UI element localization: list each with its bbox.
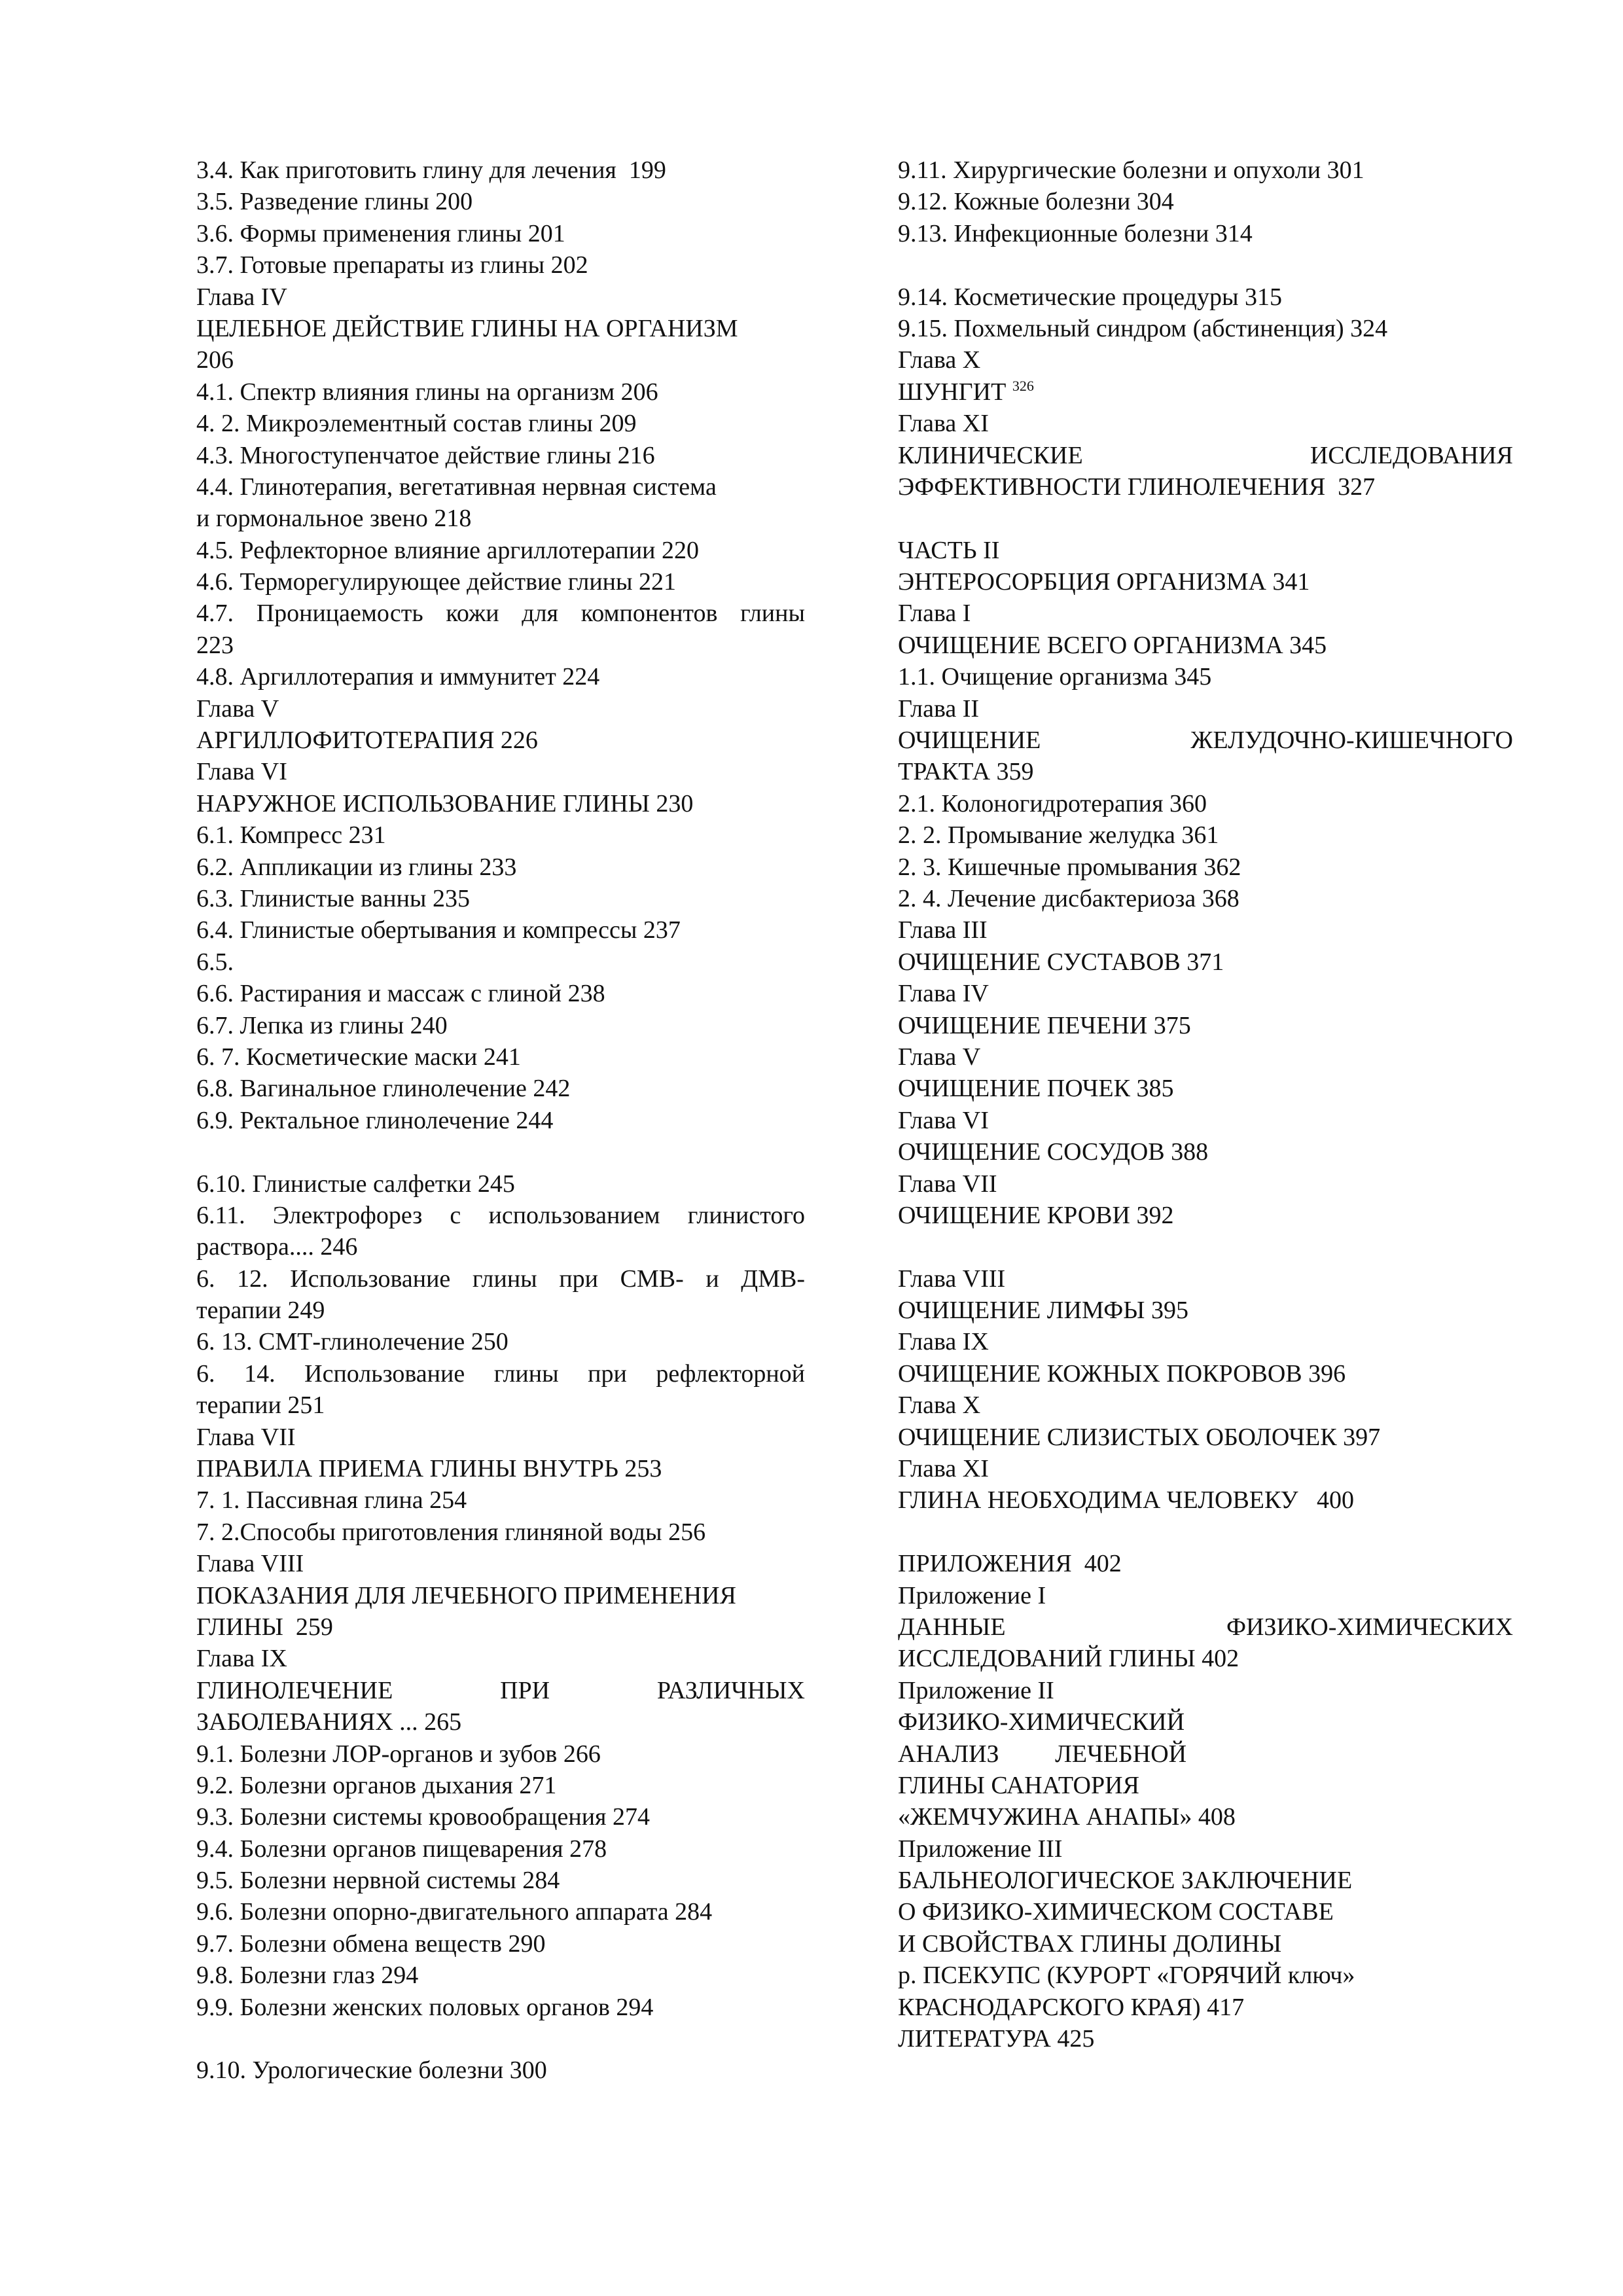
toc-entry-text: НАРУЖНОЕ ИСПОЛЬЗОВАНИЕ ГЛИНЫ 230 bbox=[196, 789, 694, 817]
toc-entry bbox=[898, 788, 1513, 819]
toc-entry-text: Глава V bbox=[898, 1043, 981, 1071]
toc-entry-text: ГЛИНЫ 259 bbox=[196, 1613, 333, 1641]
toc-entry bbox=[898, 1326, 1513, 1357]
toc-entry-text: ОЧИЩЕНИЕ СЛИЗИСТЫХ ОБОЛОЧЕК 397 bbox=[898, 1423, 1381, 1451]
toc-entry-text: Приложение I bbox=[898, 1581, 1046, 1609]
toc-entry bbox=[196, 218, 805, 249]
blank-line bbox=[898, 1516, 1513, 1548]
toc-entry bbox=[196, 1896, 805, 1928]
toc-entry bbox=[196, 1770, 805, 1801]
toc-entry-text: 9.5. Болезни нервной системы 284 bbox=[196, 1867, 560, 1895]
toc-entry-text: ПРАВИЛА ПРИЕМА ГЛИНЫ ВНУТРЬ 253 bbox=[196, 1455, 662, 1483]
toc-entry bbox=[898, 1706, 1513, 1738]
toc-entry bbox=[196, 376, 805, 408]
toc-entry-text: Глава X bbox=[898, 1391, 981, 1420]
toc-entry-text: ОЧИЩЕНИЕ ЛИМФЫ 395 bbox=[898, 1297, 1188, 1325]
toc-entry bbox=[196, 440, 805, 471]
toc-entry-text: Глава VI bbox=[196, 758, 287, 786]
toc-entry-text: 6.1. Компресс 231 bbox=[196, 821, 386, 850]
toc-entry bbox=[898, 2023, 1513, 2054]
toc-entry bbox=[196, 313, 805, 344]
toc-entry bbox=[898, 535, 1513, 566]
toc-entry-text: ФИЗИКО-ХИМИЧЕСКИЙ bbox=[898, 1708, 1185, 1736]
toc-entry bbox=[898, 1136, 1513, 1168]
toc-entry-text: Глава VII bbox=[196, 1423, 296, 1451]
blank-line bbox=[196, 1136, 805, 1168]
toc-entry-text: Глава I bbox=[898, 600, 971, 628]
toc-entry-text: Глава XI bbox=[898, 1455, 989, 1483]
toc-entry-text: ОЧИЩЕНИЕ ЖЕЛУДОЧНО-КИШЕЧНОГО bbox=[898, 726, 1513, 755]
toc-entry-text: 6.10. Глинистые салфетки 245 bbox=[196, 1170, 515, 1198]
toc-entry-text: 4.6. Терморегулирующее действие глины 221 bbox=[196, 568, 677, 596]
toc-entry-text: терапии 249 bbox=[196, 1297, 325, 1325]
toc-entry-text: 7. 1. Пассивная глина 254 bbox=[196, 1486, 467, 1515]
toc-entry bbox=[898, 1105, 1513, 1136]
toc-entry-text: 4.3. Многоступенчатое действие глины 216 bbox=[196, 441, 655, 469]
toc-entry bbox=[196, 598, 805, 629]
toc-entry bbox=[898, 1833, 1513, 1865]
toc-entry bbox=[898, 693, 1513, 725]
toc-entry bbox=[898, 883, 1513, 914]
toc-entry-text: 9.14. Косметические процедуры 315 bbox=[898, 283, 1282, 311]
toc-entry-text: ГЛИНОЛЕЧЕНИЕ ПРИ РАЗЛИЧНЫХ bbox=[196, 1676, 805, 1704]
toc-entry-text: 4.4. Глинотерапия, вегетативная нервная система bbox=[196, 473, 717, 501]
toc-entry bbox=[196, 1041, 805, 1073]
toc-entry-text: ТРАКТА 359 bbox=[898, 758, 1034, 786]
toc-entry-text: ОЧИЩЕНИЕ ПОЧЕК 385 bbox=[898, 1075, 1174, 1103]
toc-entry-text: 4. 2. Микроэлементный состав глины 209 bbox=[196, 410, 637, 438]
toc-entry-text: Глава V bbox=[196, 694, 279, 723]
toc-entry bbox=[898, 1422, 1513, 1453]
toc-entry-text: Глава IX bbox=[196, 1645, 287, 1673]
toc-entry-text: «ЖЕМЧУЖИНА АНАПЫ» 408 bbox=[898, 1803, 1236, 1831]
toc-entry-text: 6.9. Ректальное глинолечение 244 bbox=[196, 1106, 554, 1134]
toc-entry-text: ОЧИЩЕНИЕ КОЖНЫХ ПОКРОВОВ 396 bbox=[898, 1359, 1346, 1388]
toc-entry bbox=[196, 788, 805, 819]
toc-entry bbox=[898, 1263, 1513, 1295]
toc-entry bbox=[196, 978, 805, 1009]
toc-entry-text: 6. 14. Использование глины при рефлекторной bbox=[196, 1359, 805, 1388]
toc-entry-text: ОЧИЩЕНИЕ СОСУДОВ 388 bbox=[898, 1138, 1209, 1166]
toc-entry bbox=[898, 1643, 1513, 1674]
toc-entry-text: 6.7. Лепка из глины 240 bbox=[196, 1011, 448, 1039]
toc-entry-text: 6.11. Электрофорез с использованием глинистого bbox=[196, 1201, 805, 1229]
toc-entry bbox=[898, 1295, 1513, 1326]
toc-entry-text: Глава III bbox=[898, 916, 988, 944]
toc-entry bbox=[196, 1992, 805, 2023]
toc-entry bbox=[898, 978, 1513, 1009]
toc-entry bbox=[898, 1611, 1513, 1643]
toc-entry-text: 3.7. Готовые препараты из глины 202 bbox=[196, 251, 588, 279]
toc-entry bbox=[196, 1928, 805, 1960]
toc-entry-text: ПРИЛОЖЕНИЯ 402 bbox=[898, 1550, 1122, 1578]
toc-entry-text: 6.5. bbox=[196, 948, 234, 976]
toc-entry bbox=[196, 1643, 805, 1674]
toc-entry-text: 7. 2.Способы приготовления глиняной воды 256 bbox=[196, 1518, 706, 1546]
toc-entry bbox=[898, 819, 1513, 851]
toc-entry bbox=[898, 1168, 1513, 1200]
toc-entry-text: ГЛИНЫ САНАТОРИЯ bbox=[898, 1771, 1139, 1799]
toc-entry-text: 6.2. Аппликации из глины 233 bbox=[196, 853, 517, 881]
toc-entry-text: 3.4. Как приготовить глину для лечения 199 bbox=[196, 156, 666, 184]
toc-entry-text: КЛИНИЧЕСКИЕ ИССЛЕДОВАНИЯ bbox=[898, 441, 1513, 469]
toc-entry bbox=[196, 1200, 805, 1231]
toc-entry bbox=[196, 630, 805, 661]
toc-entry-text: Глава IV bbox=[898, 980, 989, 1008]
toc-entry bbox=[196, 344, 805, 376]
toc-entry bbox=[196, 1484, 805, 1516]
toc-entry-text: Глава VII bbox=[898, 1170, 997, 1198]
toc-entry-text: терапии 251 bbox=[196, 1391, 325, 1420]
toc-entry-text: 6.3. Глинистые ванны 235 bbox=[196, 884, 470, 912]
toc-entry-text: ЛИТЕРАТУРА 425 bbox=[898, 2025, 1095, 2053]
toc-entry bbox=[196, 1833, 805, 1865]
toc-entry bbox=[898, 914, 1513, 946]
toc-entry-text: ПОКАЗАНИЯ ДЛЯ ЛЕЧЕБНОГО ПРИМЕНЕНИЯ bbox=[196, 1581, 736, 1609]
toc-entry-text: 9.6. Болезни опорно-двигательного аппарата 284 bbox=[196, 1898, 713, 1926]
toc-entry-text: 9.9. Болезни женских половых органов 294 bbox=[196, 1993, 654, 2021]
toc-entry bbox=[898, 281, 1513, 313]
toc-entry-text: Глава VIII bbox=[196, 1550, 304, 1578]
toc-entry-text: ОЧИЩЕНИЕ ВСЕГО ОРГАНИЗМА 345 bbox=[898, 631, 1327, 659]
toc-entry bbox=[196, 725, 805, 756]
toc-entry-text: 4.1. Спектр влияния глины на организм 206 bbox=[196, 378, 658, 406]
toc-entry-text: 6. 7. Косметические маски 241 bbox=[196, 1043, 521, 1071]
toc-entry-text: Глава IV bbox=[196, 283, 287, 311]
toc-entry bbox=[898, 186, 1513, 217]
toc-entry-text: 6. 12. Использование глины при СМВ- и ДМВ- bbox=[196, 1265, 805, 1293]
toc-entry bbox=[196, 756, 805, 787]
toc-entry-text: ЭНТЕРОСОРБЦИЯ ОРГАНИЗМА 341 bbox=[898, 568, 1310, 596]
blank-line bbox=[898, 1231, 1513, 1263]
toc-entry-text: Глава XI bbox=[898, 410, 989, 438]
toc-entry bbox=[898, 1801, 1513, 1833]
toc-entry bbox=[898, 376, 1513, 408]
toc-entry-text: 4.7. Проницаемость кожи для компонентов глины bbox=[196, 600, 805, 628]
toc-entry-text: 2. 3. Кишечные промывания 362 bbox=[898, 853, 1241, 881]
toc-entry-text: 1.1. Очищение организма 345 bbox=[898, 663, 1212, 691]
toc-entry bbox=[196, 566, 805, 598]
toc-entry-text: Глава IX bbox=[898, 1328, 989, 1356]
toc-entry-text: ОЧИЩЕНИЕ ПЕЧЕНИ 375 bbox=[898, 1011, 1191, 1039]
toc-entry-text: Приложение III bbox=[898, 1835, 1063, 1863]
toc-entry-text: КРАСНОДАРСКОГО КРАЯ) 417 bbox=[898, 1993, 1245, 2021]
toc-entry bbox=[196, 1548, 805, 1579]
toc-entry bbox=[196, 1706, 805, 1738]
blank-line bbox=[898, 249, 1513, 281]
toc-entry-text: 9.4. Болезни органов пищеварения 278 bbox=[196, 1835, 607, 1863]
toc-entry bbox=[196, 1231, 805, 1263]
toc-entry bbox=[898, 1010, 1513, 1041]
toc-entry bbox=[898, 1358, 1513, 1390]
toc-entry bbox=[196, 1738, 805, 1770]
toc-entry bbox=[196, 1801, 805, 1833]
toc-entry bbox=[898, 440, 1513, 471]
toc-entry bbox=[898, 154, 1513, 186]
blank-line bbox=[898, 503, 1513, 534]
toc-entry bbox=[898, 344, 1513, 376]
toc-entry bbox=[898, 218, 1513, 249]
toc-entry-text: ОЧИЩЕНИЕ КРОВИ 392 bbox=[898, 1201, 1174, 1229]
toc-entry-text: р. ПСЕКУПС (КУРОРТ «ГОРЯЧИЙ ключ» bbox=[898, 1962, 1355, 1990]
toc-entry bbox=[196, 1675, 805, 1706]
toc-entry-text: 206 bbox=[196, 346, 234, 374]
toc-entry-text: 2. 4. Лечение дисбактериоза 368 bbox=[898, 884, 1240, 912]
toc-entry-text: 9.8. Болезни глаз 294 bbox=[196, 1962, 419, 1990]
toc-entry bbox=[898, 471, 1513, 503]
toc-left-column bbox=[196, 154, 805, 2087]
toc-entry-text: 6.6. Растирания и массаж с глиной 238 bbox=[196, 980, 605, 1008]
toc-entry bbox=[196, 1960, 805, 1991]
toc-entry bbox=[196, 408, 805, 439]
toc-entry bbox=[196, 249, 805, 281]
toc-entry bbox=[898, 598, 1513, 629]
toc-entry bbox=[196, 471, 805, 503]
toc-entry bbox=[898, 946, 1513, 978]
toc-entry bbox=[196, 1105, 805, 1136]
toc-entry-text: О ФИЗИКО-ХИМИЧЕСКОМ СОСТАВЕ bbox=[898, 1898, 1334, 1926]
toc-entry bbox=[196, 1422, 805, 1453]
toc-entry bbox=[898, 1073, 1513, 1104]
toc-entry-text: 9.13. Инфекционные болезни 314 bbox=[898, 219, 1253, 247]
toc-entry bbox=[196, 1010, 805, 1041]
toc-entry-text: 2. 2. Промывание желудка 361 bbox=[898, 821, 1219, 850]
toc-entry bbox=[196, 1611, 805, 1643]
toc-entry-text: Глава X bbox=[898, 346, 981, 374]
toc-entry bbox=[196, 914, 805, 946]
toc-entry-text: Глава VIII bbox=[898, 1265, 1006, 1293]
toc-entry bbox=[196, 154, 805, 186]
toc-entry-text: 4.5. Рефлекторное влияние аргиллотерапии 220 bbox=[196, 536, 700, 564]
toc-entry-text: 9.7. Болезни обмена веществ 290 bbox=[196, 1929, 546, 1958]
toc-entry bbox=[898, 1453, 1513, 1484]
toc-entry bbox=[196, 661, 805, 692]
toc-entry-text: ЧАСТЬ II bbox=[898, 536, 1000, 564]
toc-entry bbox=[898, 313, 1513, 344]
toc-entry-text: АРГИЛЛОФИТОТЕРАПИЯ 226 bbox=[196, 726, 538, 755]
toc-entry-text: ЗАБОЛЕВАНИЯХ ... 265 bbox=[196, 1708, 462, 1736]
toc-entry-text: ЦЕЛЕБНОЕ ДЕЙСТВИЕ ГЛИНЫ НА ОРГАНИЗМ bbox=[196, 314, 738, 342]
toc-entry bbox=[898, 725, 1513, 756]
toc-entry bbox=[898, 1865, 1513, 1896]
toc-entry bbox=[196, 1073, 805, 1104]
toc-entry bbox=[196, 1516, 805, 1548]
toc-entry bbox=[898, 1580, 1513, 1611]
toc-entry bbox=[196, 946, 805, 978]
toc-entry bbox=[196, 535, 805, 566]
toc-entry-text: 3.5. Разведение глины 200 bbox=[196, 188, 473, 216]
toc-entry bbox=[898, 661, 1513, 692]
toc-entry bbox=[898, 1960, 1513, 1991]
toc-entry-text: 3.6. Формы применения глины 201 bbox=[196, 219, 565, 247]
toc-entry bbox=[196, 1168, 805, 1200]
toc-entry-text: 6. 13. СМТ-глинолечение 250 bbox=[196, 1328, 508, 1356]
toc-entry bbox=[196, 503, 805, 534]
toc-entry bbox=[196, 693, 805, 725]
toc-entry bbox=[196, 1390, 805, 1421]
toc-entry bbox=[898, 1484, 1513, 1516]
toc-entry-text: ДАННЫЕ ФИЗИКО-ХИМИЧЕСКИХ bbox=[898, 1613, 1513, 1641]
toc-entry bbox=[898, 1896, 1513, 1928]
toc-entry-text: раствора.... 246 bbox=[196, 1233, 358, 1261]
toc-entry-text: 6.4. Глинистые обертывания и компрессы 237 bbox=[196, 916, 681, 944]
toc-entry bbox=[196, 883, 805, 914]
toc-entry-text: 4.8. Аргиллотерапия и иммунитет 224 bbox=[196, 663, 600, 691]
toc-entry bbox=[196, 1326, 805, 1357]
toc-entry bbox=[898, 630, 1513, 661]
toc-entry bbox=[196, 1865, 805, 1896]
toc-entry bbox=[898, 1738, 1513, 1770]
toc-entry-text: ЭФФЕКТИВНОСТИ ГЛИНОЛЕЧЕНИЯ 327 bbox=[898, 473, 1376, 501]
toc-entry bbox=[196, 819, 805, 851]
toc-entry-text: 6.8. Вагинальное глинолечение 242 bbox=[196, 1075, 571, 1103]
toc-entry-text: БАЛЬНЕОЛОГИЧЕСКОЕ ЗАКЛЮЧЕНИЕ bbox=[898, 1867, 1353, 1895]
toc-entry-text: ИССЛЕДОВАНИЙ ГЛИНЫ 402 bbox=[898, 1645, 1240, 1673]
toc-entry bbox=[196, 1453, 805, 1484]
toc-entry-text: 9.15. Похмельный синдром (абстиненция) 324 bbox=[898, 314, 1388, 342]
toc-entry-text: 223 bbox=[196, 631, 234, 659]
toc-entry-text: ШУНГИТ bbox=[898, 378, 1012, 406]
toc-entry-text: 9.11. Хирургические болезни и опухоли 301 bbox=[898, 156, 1364, 184]
toc-entry-text: Глава II bbox=[898, 694, 980, 723]
toc-entry-text: Глава VI bbox=[898, 1106, 989, 1134]
toc-entry bbox=[898, 1992, 1513, 2023]
toc-entry-text: 2.1. Колоногидротерапия 360 bbox=[898, 789, 1207, 817]
toc-entry-text: АНАЛИЗ ЛЕЧЕБНОЙ bbox=[898, 1740, 1187, 1768]
toc-entry-text: ОЧИЩЕНИЕ СУСТАВОВ 371 bbox=[898, 948, 1224, 976]
toc-entry bbox=[898, 1041, 1513, 1073]
toc-entry bbox=[196, 1580, 805, 1611]
toc-entry bbox=[196, 281, 805, 313]
toc-entry bbox=[898, 756, 1513, 787]
toc-entry bbox=[898, 1200, 1513, 1231]
toc-entry bbox=[196, 1358, 805, 1390]
toc-entry-text: 9.2. Болезни органов дыхания 271 bbox=[196, 1771, 557, 1799]
toc-entry bbox=[898, 408, 1513, 439]
toc-entry-text: и гормональное звено 218 bbox=[196, 505, 472, 533]
toc-entry bbox=[196, 2054, 805, 2086]
toc-entry bbox=[898, 852, 1513, 883]
toc-entry-text: 9.10. Урологические болезни 300 bbox=[196, 2056, 547, 2085]
toc-right-column bbox=[898, 154, 1513, 2054]
toc-entry bbox=[196, 186, 805, 217]
toc-entry bbox=[898, 1390, 1513, 1421]
toc-entry bbox=[898, 1675, 1513, 1706]
toc-entry bbox=[898, 1548, 1513, 1579]
toc-entry-text: ГЛИНА НЕОБХОДИМА ЧЕЛОВЕКУ 400 bbox=[898, 1486, 1355, 1515]
toc-entry bbox=[196, 1263, 805, 1295]
toc-entry-text: 9.12. Кожные болезни 304 bbox=[898, 188, 1174, 216]
toc-entry-page-superscript: 326 bbox=[1012, 377, 1034, 394]
toc-entry bbox=[898, 566, 1513, 598]
toc-entry-text: 9.3. Болезни системы кровообращения 274 bbox=[196, 1803, 651, 1831]
toc-entry bbox=[898, 1928, 1513, 1960]
toc-entry bbox=[196, 852, 805, 883]
toc-entry-text: 9.1. Болезни ЛОР-органов и зубов 266 bbox=[196, 1740, 601, 1768]
toc-entry-text: И СВОЙСТВАХ ГЛИНЫ ДОЛИНЫ bbox=[898, 1929, 1282, 1958]
blank-line bbox=[196, 2023, 805, 2054]
toc-entry-text: Приложение II bbox=[898, 1676, 1054, 1704]
toc-entry bbox=[898, 1770, 1513, 1801]
toc-entry bbox=[196, 1295, 805, 1326]
